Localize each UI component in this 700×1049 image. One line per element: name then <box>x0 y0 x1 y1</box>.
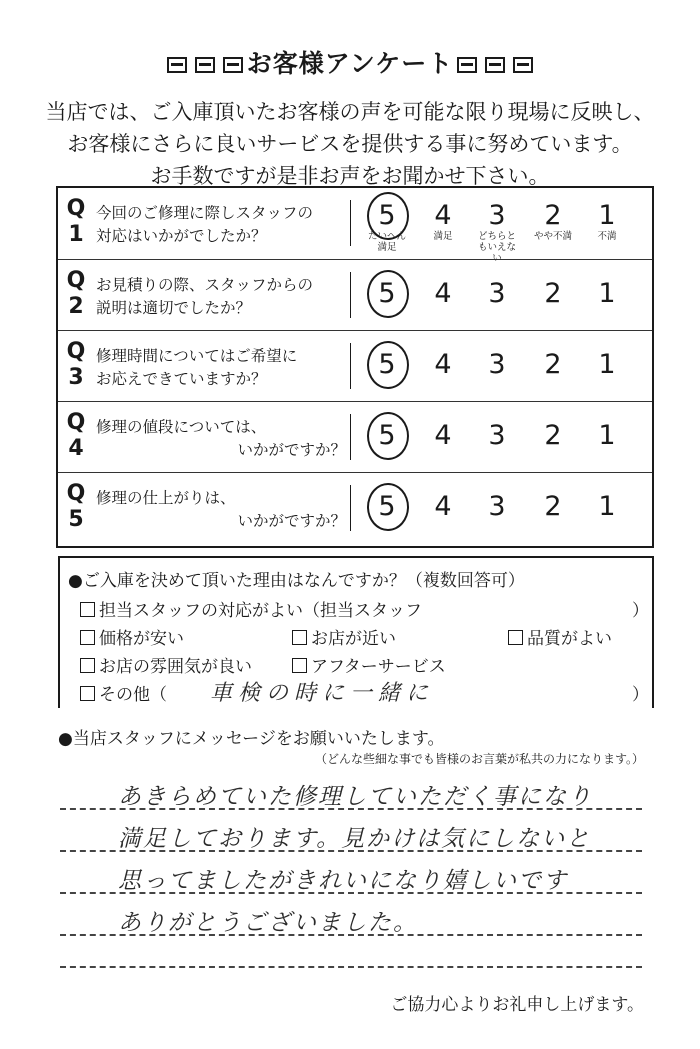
rating-value: 5 <box>378 200 396 231</box>
rating-value: 5 <box>378 491 396 522</box>
question-text <box>96 487 346 533</box>
rating-option-4[interactable] <box>420 280 466 308</box>
question-line-1: お見積りの際、スタッフからの <box>96 276 314 294</box>
option-label: 担当スタッフの対応がよい（担当スタッフ <box>99 601 422 621</box>
question-line-1: 修理時間についてはご希望に <box>96 347 298 365</box>
question-divider <box>350 343 351 389</box>
rating-value: 4 <box>434 278 452 309</box>
checkbox[interactable] <box>80 686 95 701</box>
question-text <box>96 202 346 248</box>
question-divider <box>350 485 351 531</box>
question-line-2: 説明は適切でしたか？ <box>96 299 252 317</box>
question-q: Q <box>66 481 86 506</box>
question-row <box>58 188 652 264</box>
rating-option-3[interactable] <box>474 280 520 308</box>
question-number <box>64 268 88 320</box>
question-line-2: お応えできていますか？ <box>96 370 267 388</box>
rating-option-1[interactable] <box>584 422 630 450</box>
option-near[interactable] <box>292 624 396 649</box>
message-line <box>60 966 642 968</box>
question-n: 2 <box>68 294 84 319</box>
rating-value: 1 <box>598 200 616 231</box>
rating-option-3[interactable] <box>474 422 520 450</box>
option-other[interactable] <box>80 680 167 705</box>
question-q: Q <box>66 339 86 364</box>
rating-option-3[interactable] <box>474 202 520 264</box>
rating-label: 不満 <box>597 231 617 242</box>
rating-label: どちらともいえない <box>477 231 516 264</box>
rating-option-2[interactable] <box>530 202 576 242</box>
rating-value: 3 <box>488 491 506 522</box>
rating-value: 1 <box>598 278 616 309</box>
question-line-1: 修理の仕上がりは、 <box>96 489 236 507</box>
question-divider <box>350 200 351 246</box>
selected-circle-mark <box>367 341 409 389</box>
question-row <box>58 472 652 543</box>
rating-value: 3 <box>488 278 506 309</box>
option-label: お店の雰囲気が良い <box>99 657 252 677</box>
rating-value: 1 <box>598 349 616 380</box>
intro-line: 当店では、ご入庫頂いたお客様の声を可能な限り現場に反映し、 <box>45 100 655 124</box>
checkbox[interactable] <box>80 630 95 645</box>
question-number <box>64 481 88 533</box>
question-n: 4 <box>68 436 84 461</box>
square-bullet-icon <box>513 57 533 73</box>
rating-value: 3 <box>488 200 506 231</box>
question-divider <box>350 272 351 318</box>
checkbox[interactable] <box>80 658 95 673</box>
checkbox[interactable] <box>508 630 523 645</box>
selected-circle-mark <box>367 412 409 460</box>
question-q: Q <box>66 268 86 293</box>
intro-text <box>0 96 700 192</box>
rating-value: 2 <box>544 491 562 522</box>
rating-value: 5 <box>378 278 396 309</box>
survey-title <box>0 44 700 80</box>
option-atmosphere[interactable] <box>80 652 252 677</box>
question-divider <box>350 414 351 460</box>
handwritten-message-line: 思ってましたがきれいになり嬉しいです <box>118 868 568 894</box>
rating-option-4[interactable] <box>420 351 466 379</box>
title-text: お客様アンケート <box>246 49 454 78</box>
rating-option-1[interactable] <box>584 493 630 521</box>
rating-value: 2 <box>544 349 562 380</box>
option-label: 価格が安い <box>99 629 184 649</box>
paren-close: ） <box>632 685 649 705</box>
paren-close: ） <box>632 601 649 621</box>
question-row <box>58 401 652 472</box>
question-text <box>96 416 346 462</box>
rating-label: やや不満 <box>533 231 572 242</box>
rating-option-4[interactable] <box>420 202 466 242</box>
reason-section <box>58 556 654 708</box>
other-handwritten: 車検の時に一緒に <box>210 681 435 706</box>
rating-label: 満足 <box>433 231 453 242</box>
question-line-1: 修理の値段については、 <box>96 418 267 436</box>
selected-circle-mark <box>367 270 409 318</box>
question-number <box>64 196 88 248</box>
question-q: Q <box>66 196 86 221</box>
option-staff[interactable] <box>80 596 422 621</box>
question-line-1: 今回のご修理に際しスタッフの <box>96 204 314 222</box>
square-bullet-icon <box>457 57 477 73</box>
square-bullet-icon <box>485 57 505 73</box>
option-label: 品質がよい <box>527 629 612 649</box>
option-aftercare[interactable] <box>292 652 446 677</box>
rating-value: 3 <box>488 420 506 451</box>
rating-value: 4 <box>434 420 452 451</box>
rating-option-2[interactable] <box>530 493 576 521</box>
rating-option-4[interactable] <box>420 493 466 521</box>
handwritten-message-line: 満足しております。見かけは気にしないと <box>118 826 592 852</box>
question-text <box>96 345 346 391</box>
question-number <box>64 339 88 391</box>
question-n: 3 <box>68 365 84 390</box>
rating-option-3[interactable] <box>474 493 520 521</box>
rating-value: 2 <box>544 200 562 231</box>
reason-heading: ●ご入庫を決めて頂いた理由はなんですか？（複数回答可） <box>68 571 525 591</box>
square-bullet-icon <box>167 57 187 73</box>
rating-value: 4 <box>434 349 452 380</box>
intro-line: お客様にさらに良いサービスを提供する事に努めています。 <box>67 132 633 156</box>
square-bullet-icon <box>195 57 215 73</box>
rating-value: 1 <box>598 420 616 451</box>
rating-value: 5 <box>378 420 396 451</box>
question-line-2: いかがですか？ <box>237 441 346 459</box>
option-label: その他（ <box>99 685 167 705</box>
handwritten-message-line: あきらめていた修理していただく事になり <box>118 784 593 810</box>
selected-circle-mark <box>367 483 409 531</box>
checkbox[interactable] <box>80 602 95 617</box>
selected-circle-mark <box>367 192 409 240</box>
rating-value: 3 <box>488 349 506 380</box>
rating-value: 2 <box>544 420 562 451</box>
message-heading: ●当店スタッフにメッセージをお願いいたします。 <box>58 729 445 749</box>
checkbox[interactable] <box>292 658 307 673</box>
rating-option-1[interactable] <box>584 351 630 379</box>
rating-value: 4 <box>434 200 452 231</box>
question-line-2: 対応はいかがでしたか？ <box>96 227 267 245</box>
question-table <box>56 186 654 548</box>
question-number <box>64 410 88 462</box>
question-row <box>58 330 652 401</box>
question-text <box>96 274 346 320</box>
intro-line: お手数ですが是非お声をお聞かせ下さい。 <box>150 164 550 188</box>
rating-value: 2 <box>544 278 562 309</box>
checkbox[interactable] <box>292 630 307 645</box>
question-n: 5 <box>68 507 84 532</box>
rating-option-1[interactable] <box>584 202 630 242</box>
question-n: 1 <box>68 222 84 247</box>
square-bullet-icon <box>223 57 243 73</box>
option-label: お店が近い <box>311 629 396 649</box>
option-quality[interactable] <box>508 624 612 649</box>
rating-value: 1 <box>598 491 616 522</box>
rating-label: たいへん満足 <box>367 231 406 253</box>
question-q: Q <box>66 410 86 435</box>
handwritten-message-line: ありがとうございました。 <box>118 910 418 936</box>
option-price[interactable] <box>80 624 184 649</box>
rating-option-3[interactable] <box>474 351 520 379</box>
closing-text: ご協力心よりお礼申し上げます。 <box>390 995 644 1015</box>
rating-value: 5 <box>378 349 396 380</box>
rating-option-2[interactable] <box>530 351 576 379</box>
rating-option-2[interactable] <box>530 422 576 450</box>
question-row <box>58 259 652 330</box>
rating-option-4[interactable] <box>420 422 466 450</box>
rating-option-2[interactable] <box>530 280 576 308</box>
rating-option-1[interactable] <box>584 280 630 308</box>
message-subtext: （どんな些細な事でも皆様のお言葉が私共の力になります。） <box>314 752 644 766</box>
rating-value: 4 <box>434 491 452 522</box>
option-label: アフターサービス <box>311 657 446 677</box>
question-line-2: いかがですか？ <box>237 512 346 530</box>
